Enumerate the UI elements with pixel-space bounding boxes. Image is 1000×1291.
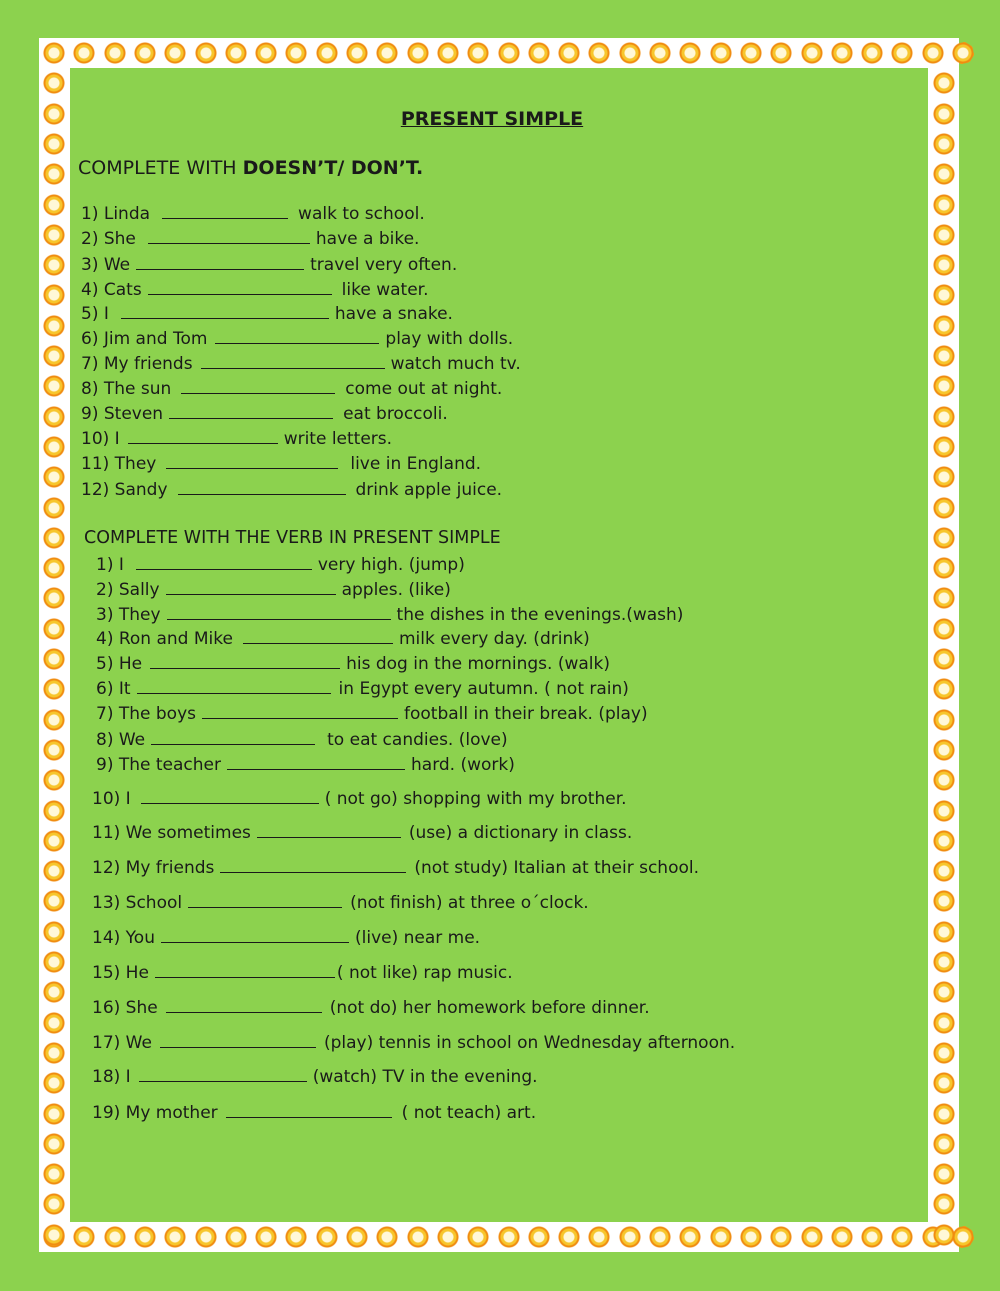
sun-icon — [555, 39, 583, 67]
sun-icon — [930, 645, 958, 673]
sun-icon — [40, 1069, 68, 1097]
section2-item — [92, 857, 699, 879]
sun-icon — [40, 130, 68, 158]
section1-item — [81, 328, 513, 350]
answer-blank[interactable] — [161, 928, 349, 943]
sun-icon — [828, 1223, 856, 1251]
section1-item — [81, 403, 448, 425]
answer-blank[interactable] — [121, 304, 329, 319]
item-text: walk to school. — [298, 204, 425, 224]
section2-item — [96, 628, 590, 650]
section2-item — [92, 788, 627, 810]
item-number: 7) — [96, 704, 114, 724]
item-number: 9) — [96, 755, 114, 775]
sun-icon — [949, 39, 977, 67]
sun-icon — [40, 312, 68, 340]
item-number: 12) — [92, 858, 121, 878]
answer-blank[interactable] — [202, 704, 398, 719]
sun-icon — [930, 1221, 958, 1249]
sun-icon — [40, 1130, 68, 1158]
sun-icon — [616, 39, 644, 67]
item-text: have a bike. — [315, 229, 420, 249]
answer-blank[interactable] — [151, 730, 315, 745]
answer-blank[interactable] — [243, 629, 393, 644]
item-text: travel very often. — [310, 255, 458, 275]
answer-blank[interactable] — [136, 555, 312, 570]
item-text: to eat candies. (love) — [327, 730, 508, 750]
item-number: 2) — [81, 229, 99, 249]
section1-item — [81, 428, 392, 450]
item-text: (not finish) at three o´clock. — [350, 893, 589, 913]
item-subject: They — [118, 605, 161, 625]
section2-item — [96, 729, 508, 751]
section2-item — [92, 822, 632, 844]
sun-icon — [40, 251, 68, 279]
item-text: (live) near me. — [354, 928, 481, 948]
answer-blank[interactable] — [155, 963, 335, 978]
item-text: his dog in the mornings. (walk) — [346, 654, 610, 674]
item-text: ( not teach) art. — [401, 1103, 537, 1123]
sun-icon — [252, 39, 280, 67]
item-subject: I — [125, 789, 131, 809]
answer-blank[interactable] — [201, 354, 385, 369]
item-subject: Ron and Mike — [118, 629, 233, 649]
item-number: 7) — [81, 354, 99, 374]
section1-item — [81, 254, 457, 276]
sun-icon — [858, 39, 886, 67]
item-subject: My friends — [103, 354, 193, 374]
sun-icon — [434, 1223, 462, 1251]
answer-blank[interactable] — [136, 255, 304, 270]
sun-icon — [930, 160, 958, 188]
item-number: 13) — [92, 893, 121, 913]
answer-blank[interactable] — [150, 654, 340, 669]
item-subject: The sun — [103, 379, 172, 399]
answer-blank[interactable] — [227, 755, 405, 770]
answer-blank[interactable] — [166, 454, 338, 469]
section2-item — [92, 997, 650, 1019]
section1-item — [81, 228, 419, 250]
section1-item — [81, 279, 429, 301]
sun-icon — [737, 1223, 765, 1251]
sun-icon — [495, 1223, 523, 1251]
sun-icon — [930, 857, 958, 885]
item-text: ( not go) shopping with my brother. — [324, 789, 627, 809]
sun-icon — [930, 918, 958, 946]
sun-icon — [616, 1223, 644, 1251]
item-subject: I — [118, 555, 124, 575]
section1-item — [81, 479, 502, 501]
sun-icon — [464, 1223, 492, 1251]
sun-icon — [525, 39, 553, 67]
item-subject: They — [114, 454, 157, 474]
sun-icon — [40, 39, 68, 67]
sun-icon — [131, 1223, 159, 1251]
section1-item — [81, 453, 481, 475]
sun-icon — [919, 39, 947, 67]
item-subject: Sally — [118, 580, 160, 600]
sun-icon — [930, 342, 958, 370]
sun-icon — [930, 130, 958, 158]
item-text: ( not like) rap music. — [336, 963, 513, 983]
sun-icon — [930, 312, 958, 340]
section2-item — [92, 927, 480, 949]
item-number: 10) — [81, 429, 110, 449]
item-subject: The boys — [118, 704, 196, 724]
item-text: like water. — [341, 280, 429, 300]
item-subject: We — [103, 255, 131, 275]
sun-icon — [343, 1223, 371, 1251]
sun-icon — [798, 39, 826, 67]
sun-icon — [646, 1223, 674, 1251]
item-subject: She — [103, 229, 136, 249]
sun-icon — [313, 1223, 341, 1251]
sun-icon — [930, 1130, 958, 1158]
sun-icon — [40, 706, 68, 734]
item-text: the dishes in the evenings.(wash) — [396, 605, 684, 625]
sun-icon — [495, 39, 523, 67]
item-text: (use) a dictionary in class. — [408, 823, 633, 843]
item-number: 3) — [81, 255, 99, 275]
sun-icon — [40, 827, 68, 855]
sun-icon — [40, 1160, 68, 1188]
item-subject: You — [125, 928, 155, 948]
sun-icon — [930, 554, 958, 582]
sun-icon — [404, 1223, 432, 1251]
answer-blank[interactable] — [215, 329, 379, 344]
sun-icon — [222, 1223, 250, 1251]
item-subject: My friends — [125, 858, 215, 878]
sun-icon — [40, 524, 68, 552]
sun-icon — [40, 1009, 68, 1037]
sun-icon — [40, 494, 68, 522]
section2-item — [96, 653, 610, 675]
item-number: 15) — [92, 963, 121, 983]
sun-icon — [930, 706, 958, 734]
answer-blank[interactable] — [178, 480, 346, 495]
item-subject: Linda — [103, 204, 151, 224]
sun-icon — [222, 39, 250, 67]
sun-icon — [40, 797, 68, 825]
item-number: 1) — [81, 204, 99, 224]
item-number: 2) — [96, 580, 114, 600]
item-number: 14) — [92, 928, 121, 948]
sun-icon — [40, 948, 68, 976]
sun-icon — [40, 191, 68, 219]
item-text: watch much tv. — [390, 354, 521, 374]
item-text: have a snake. — [334, 304, 453, 324]
section1-heading-bold: DOESN’T/ DON’T. — [242, 157, 424, 179]
answer-blank[interactable] — [139, 1067, 307, 1082]
sun-icon — [525, 1223, 553, 1251]
item-text: drink apple juice. — [355, 480, 503, 500]
item-number: 8) — [96, 730, 114, 750]
sun-icon — [930, 736, 958, 764]
answer-blank[interactable] — [148, 280, 332, 295]
sun-icon — [707, 1223, 735, 1251]
sun-icon — [930, 221, 958, 249]
section1-heading — [78, 157, 423, 179]
section2-item — [96, 678, 629, 700]
sun-icon — [767, 1223, 795, 1251]
section2-item — [92, 1102, 536, 1124]
item-text: in Egypt every autumn. ( not rain) — [338, 679, 629, 699]
sun-icon — [930, 827, 958, 855]
sun-icon — [930, 1100, 958, 1128]
sun-icon — [131, 39, 159, 67]
answer-blank[interactable] — [166, 998, 322, 1013]
item-subject: Steven — [103, 404, 164, 424]
item-text: very high. (jump) — [317, 555, 465, 575]
item-subject: He — [125, 963, 149, 983]
item-number: 17) — [92, 1033, 121, 1053]
sun-icon — [930, 403, 958, 431]
sun-icon — [858, 1223, 886, 1251]
answer-blank[interactable] — [181, 379, 335, 394]
sun-icon — [930, 433, 958, 461]
item-number: 9) — [81, 404, 99, 424]
sun-icon — [767, 39, 795, 67]
sun-icon — [161, 1223, 189, 1251]
sun-icon — [464, 39, 492, 67]
section1-item — [81, 353, 521, 375]
sun-icon — [161, 39, 189, 67]
sun-icon — [40, 918, 68, 946]
sun-icon — [192, 1223, 220, 1251]
item-text: (not study) Italian at their school. — [414, 858, 699, 878]
sun-icon — [40, 1100, 68, 1128]
item-text: (not do) her homework before dinner. — [329, 998, 650, 1018]
item-subject: We sometimes — [125, 823, 251, 843]
sun-icon — [930, 766, 958, 794]
item-subject: Cats — [103, 280, 142, 300]
answer-blank[interactable] — [162, 204, 288, 219]
sun-icon — [930, 524, 958, 552]
item-text: hard. (work) — [411, 755, 515, 775]
sun-icon — [555, 1223, 583, 1251]
item-number: 6) — [81, 329, 99, 349]
answer-blank[interactable] — [141, 789, 319, 804]
sun-icon — [707, 39, 735, 67]
sun-icon — [40, 160, 68, 188]
sun-icon — [930, 494, 958, 522]
item-text: live in England. — [350, 454, 482, 474]
answer-blank[interactable] — [166, 580, 336, 595]
sun-icon — [930, 948, 958, 976]
section2-item — [96, 754, 515, 776]
sun-icon — [40, 766, 68, 794]
section2-item — [96, 554, 465, 576]
item-subject: I — [103, 304, 109, 324]
item-number: 19) — [92, 1103, 121, 1123]
sun-icon — [192, 39, 220, 67]
item-subject: Jim and Tom — [103, 329, 208, 349]
sun-icon — [40, 1039, 68, 1067]
sun-icon — [40, 736, 68, 764]
item-number: 8) — [81, 379, 99, 399]
sun-icon — [40, 645, 68, 673]
answer-blank[interactable] — [148, 229, 310, 244]
sun-icon — [40, 615, 68, 643]
answer-blank[interactable] — [226, 1103, 392, 1118]
sun-icon — [40, 342, 68, 370]
section2-item — [92, 1066, 538, 1088]
sun-icon — [828, 39, 856, 67]
sun-icon — [40, 221, 68, 249]
item-text: eat broccoli. — [343, 404, 448, 424]
answer-blank[interactable] — [167, 605, 391, 620]
item-text: (play) tennis in school on Wednesday afternoon. — [323, 1033, 736, 1053]
sun-icon — [434, 39, 462, 67]
sun-icon — [40, 403, 68, 431]
answer-blank[interactable] — [169, 404, 333, 419]
item-number: 3) — [96, 605, 114, 625]
item-subject: She — [125, 998, 158, 1018]
sun-icon — [313, 39, 341, 67]
item-text: write letters. — [283, 429, 393, 449]
sun-icon — [404, 39, 432, 67]
item-text: come out at night. — [345, 379, 503, 399]
answer-blank[interactable] — [128, 429, 278, 444]
section2-item — [96, 604, 683, 626]
item-subject: My mother — [125, 1103, 218, 1123]
item-number: 11) — [92, 823, 121, 843]
section1-item — [81, 303, 453, 325]
sun-icon — [930, 463, 958, 491]
section1-item — [81, 203, 425, 225]
sun-icon — [40, 857, 68, 885]
answer-blank[interactable] — [188, 893, 342, 908]
sun-icon — [40, 433, 68, 461]
sun-icon — [101, 1223, 129, 1251]
section2-item — [92, 962, 513, 984]
answer-blank[interactable] — [160, 1033, 316, 1048]
item-subject: The teacher — [118, 755, 221, 775]
sun-icon — [798, 1223, 826, 1251]
sun-icon — [343, 39, 371, 67]
item-text: play with dolls. — [385, 329, 514, 349]
answer-blank[interactable] — [220, 858, 406, 873]
item-number: 16) — [92, 998, 121, 1018]
item-subject: I — [125, 1067, 131, 1087]
item-number: 10) — [92, 789, 121, 809]
item-number: 5) — [96, 654, 114, 674]
sun-icon — [930, 1009, 958, 1037]
section2-item — [96, 703, 648, 725]
section2-item — [96, 579, 451, 601]
item-number: 12) — [81, 480, 110, 500]
sun-icon — [930, 1160, 958, 1188]
item-number: 5) — [81, 304, 99, 324]
item-subject: School — [125, 893, 183, 913]
section2-item — [92, 1032, 735, 1054]
sun-icon — [930, 251, 958, 279]
section2-heading: COMPLETE WITH THE VERB IN PRESENT SIMPLE — [84, 528, 501, 548]
item-text: (watch) TV in the evening. — [312, 1067, 538, 1087]
sun-icon — [930, 1039, 958, 1067]
answer-blank[interactable] — [257, 823, 401, 838]
sun-icon — [40, 463, 68, 491]
item-subject: I — [114, 429, 120, 449]
item-subject: It — [118, 679, 131, 699]
item-number: 11) — [81, 454, 110, 474]
sun-icon — [930, 1069, 958, 1097]
item-text: milk every day. (drink) — [398, 629, 590, 649]
sun-icon — [646, 39, 674, 67]
page-title: PRESENT SIMPLE — [400, 108, 584, 130]
item-subject: We — [118, 730, 146, 750]
answer-blank[interactable] — [137, 679, 331, 694]
item-number: 1) — [96, 555, 114, 575]
sun-icon — [40, 554, 68, 582]
item-subject: We — [125, 1033, 152, 1053]
section2-item — [92, 892, 589, 914]
item-number: 18) — [92, 1067, 121, 1087]
sun-icon — [737, 39, 765, 67]
sun-icon — [101, 39, 129, 67]
item-subject: Sandy — [114, 480, 168, 500]
item-number: 4) — [81, 280, 99, 300]
item-text: apples. (like) — [341, 580, 451, 600]
sun-icon — [930, 615, 958, 643]
sun-icon — [40, 1221, 68, 1249]
item-text: football in their break. (play) — [404, 704, 648, 724]
sun-icon — [930, 797, 958, 825]
item-number: 4) — [96, 629, 114, 649]
item-subject: He — [118, 654, 143, 674]
section1-heading-prefix: COMPLETE WITH — [78, 157, 237, 179]
section1-item — [81, 378, 502, 400]
sun-icon — [252, 1223, 280, 1251]
sun-icon — [930, 191, 958, 219]
item-number: 6) — [96, 679, 114, 699]
